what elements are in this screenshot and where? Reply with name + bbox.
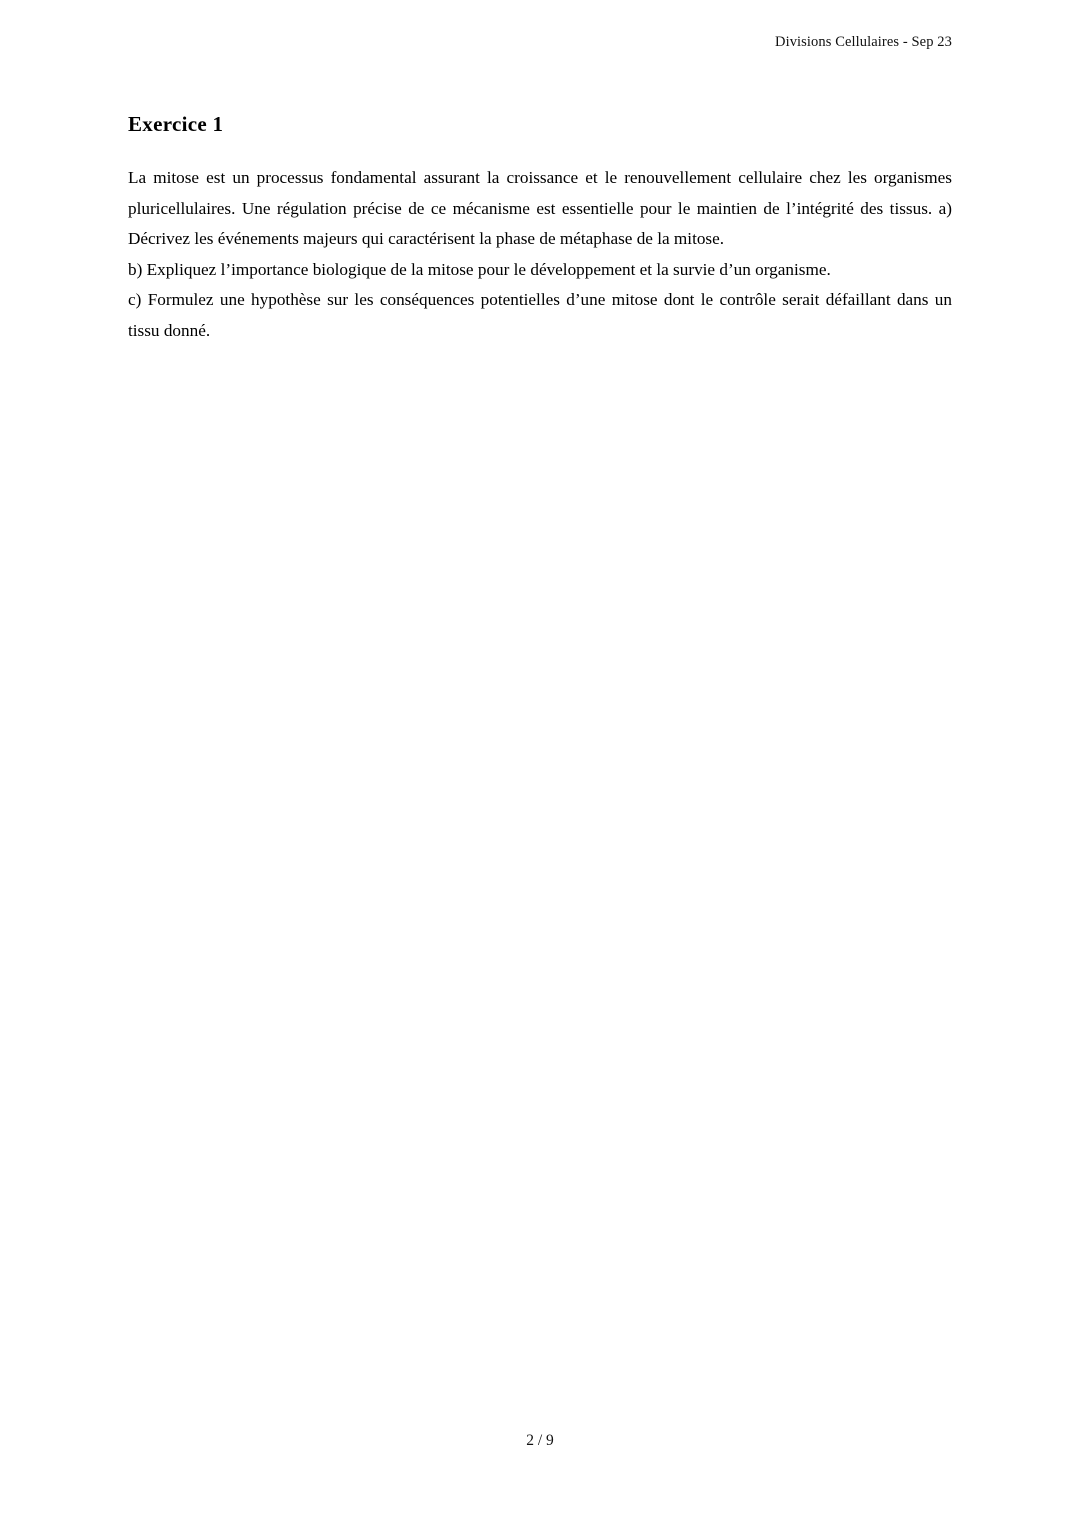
paragraph-b: b) Expliquez l’importance biologique de la mitose pour le développement et la survie d’un organisme. <box>128 259 831 279</box>
page-footer: 2 / 9 <box>526 1432 554 1449</box>
paragraph-a: La mitose est un processus fondamental assurant la croissance et le renouvellement cellulaire chez les organismes pluricellulaires. Une régulation précise de ce mécanisme est essentielle pour le maintien de l’intégrité des tissus. a) Décrivez les événements majeurs qui caractérisent la phase de métaphase de la mitose. <box>128 168 952 249</box>
page-content <box>128 112 952 347</box>
running-header: Divisions Cellulaires - Sep 23 <box>775 34 952 50</box>
paragraph-c: c) Formulez une hypothèse sur les conséquences potentielles d’une mitose dont le contrôle serait défaillant dans un tissu donné. <box>128 290 952 341</box>
exercise-title: Exercice 1 <box>128 112 224 136</box>
exercise-body <box>128 163 952 347</box>
